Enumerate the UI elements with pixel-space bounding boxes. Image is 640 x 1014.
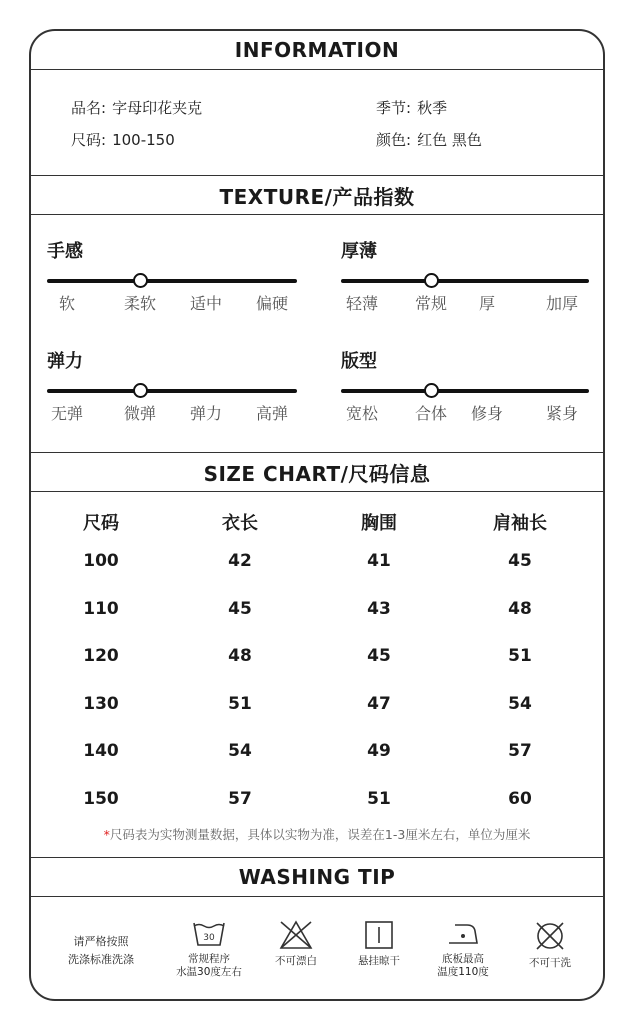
- washing-item-line2: 温度110度: [437, 966, 489, 978]
- texture-3-title: 弹力: [47, 351, 83, 372]
- size-cell: 49: [367, 741, 391, 762]
- iron-icon: [445, 919, 481, 949]
- size-header-cell: 衣长: [222, 513, 258, 534]
- size-cell: 140: [83, 741, 119, 762]
- texture-2-label: 轻薄: [345, 294, 379, 313]
- iron-icon-holder: [418, 919, 508, 949]
- size-cell: 43: [367, 598, 391, 619]
- texture-4-label: 紧身: [545, 404, 579, 423]
- wash-30-icon: [191, 919, 227, 949]
- size-cell: 100: [83, 551, 119, 571]
- product-name-row: [71, 97, 202, 118]
- texture-3-label: 微弹: [123, 404, 157, 423]
- information-header: [31, 31, 603, 70]
- washing-item-line2: 水温30度左右: [176, 966, 242, 978]
- washing-item: [164, 919, 254, 979]
- size-cell: 47: [367, 693, 391, 714]
- size-cell: 45: [508, 551, 532, 571]
- washing-item: [505, 919, 595, 970]
- size-key: 尺码:: [71, 131, 107, 149]
- texture-4-title: 版型: [341, 351, 377, 372]
- washing-item-label: [418, 953, 508, 979]
- texture-1-knob: [133, 273, 148, 288]
- washing-intro: [61, 933, 141, 969]
- size-note: [31, 825, 603, 843]
- size-cell: 48: [508, 598, 532, 619]
- note-star: *: [103, 827, 110, 842]
- wash-30-icon-holder: [164, 919, 254, 949]
- info-card: [29, 29, 605, 1001]
- size-chart-title: SIZE CHART/尺码信息: [203, 461, 431, 486]
- product-name-value: 字母印花夹克: [112, 99, 203, 117]
- size-header-cell: 胸围: [361, 513, 397, 534]
- washing-intro-line1: 请严格按照: [73, 935, 129, 948]
- texture-3-label: 高弹: [255, 404, 289, 423]
- svg-text:30: 30: [203, 933, 215, 943]
- texture-1-label: 软: [58, 294, 76, 313]
- texture-4-track: [341, 389, 589, 393]
- no-bleach-icon: [278, 919, 314, 951]
- size-cell: 57: [228, 789, 252, 809]
- texture-2-track: [341, 279, 589, 283]
- season-row: [376, 97, 447, 118]
- texture-3-knob: [133, 383, 148, 398]
- texture-1-label: 偏硬: [255, 294, 289, 313]
- size-header-cell: 尺码: [83, 513, 119, 534]
- hang-dry-icon: [363, 919, 395, 951]
- washing-intro-line2: 洗涤标准洗涤: [68, 953, 134, 966]
- texture-title: TEXTURE/产品指数: [219, 184, 415, 209]
- washing-item: [334, 919, 424, 968]
- washing-header: [31, 857, 603, 897]
- size-cell: 120: [83, 646, 119, 667]
- texture-2-knob: [424, 273, 439, 288]
- color-row: [376, 129, 482, 150]
- texture-2-label: 常规: [414, 294, 448, 313]
- product-name-key: 品名:: [71, 99, 107, 117]
- washing-item-label: [164, 953, 254, 979]
- washing-item-line1: 不可干洗: [529, 957, 571, 969]
- texture-4-label: 宽松: [345, 404, 379, 423]
- texture-4-label: 合体: [414, 404, 448, 423]
- size-cell: 51: [508, 646, 532, 667]
- washing-item-label: [251, 955, 341, 968]
- texture-1-track: [47, 279, 297, 283]
- size-header-cell: 肩袖长: [493, 513, 547, 534]
- washing-item-line1: 常规程序: [188, 953, 230, 965]
- no-dry-clean-icon-holder: [505, 919, 595, 953]
- texture-3-label: 无弹: [50, 404, 84, 423]
- note-text: 尺码表为实物测量数据，具体以实物为准，误差在1-3厘米左右，单位为厘米: [109, 827, 531, 842]
- size-cell: 57: [508, 741, 532, 762]
- size-cell: 45: [367, 646, 391, 667]
- size-cell: 54: [228, 741, 252, 762]
- texture-2-label: 厚: [478, 294, 496, 313]
- washing-item-line1: 底板最高: [442, 953, 484, 965]
- texture-4-label: 修身: [470, 404, 504, 423]
- size-cell: 51: [228, 693, 252, 714]
- size-value: 100-150: [112, 131, 175, 149]
- color-key: 颜色:: [376, 131, 412, 149]
- texture-1-label: 适中: [189, 294, 223, 313]
- hang-dry-icon-holder: [334, 919, 424, 951]
- season-key: 季节:: [376, 99, 412, 117]
- season-value: 秋季: [417, 99, 448, 117]
- washing-item-label: [334, 955, 424, 968]
- size-chart-header: [31, 452, 603, 492]
- size-cell: 42: [228, 551, 252, 571]
- washing-item-line1: 不可漂白: [275, 955, 317, 967]
- size-cell: 45: [228, 598, 252, 619]
- no-dry-clean-icon: [533, 919, 567, 953]
- size-row: [71, 129, 175, 150]
- no-bleach-icon-holder: [251, 919, 341, 951]
- size-cell: 150: [83, 789, 119, 809]
- size-cell: 110: [83, 598, 119, 619]
- washing-item: [251, 919, 341, 968]
- size-cell: 130: [83, 693, 119, 714]
- size-cell: 51: [367, 789, 391, 809]
- washing-item: [418, 919, 508, 979]
- texture-2-label: 加厚: [545, 294, 579, 313]
- washing-title: WASHING TIP: [238, 865, 396, 889]
- texture-3-track: [47, 389, 297, 393]
- size-cell: 60: [508, 789, 532, 809]
- washing-item-label: [505, 957, 595, 970]
- washing-item-line1: 悬挂晾干: [358, 955, 400, 967]
- size-cell: 54: [508, 693, 532, 714]
- texture-1-label: 柔软: [123, 294, 157, 313]
- size-cell: 41: [367, 551, 391, 571]
- texture-3-label: 弹力: [189, 404, 223, 423]
- texture-4-knob: [424, 383, 439, 398]
- texture-header: [31, 175, 603, 215]
- texture-1-title: 手感: [47, 241, 83, 262]
- information-title: INFORMATION: [234, 38, 400, 62]
- color-value: 红色 黑色: [417, 131, 482, 149]
- texture-2-title: 厚薄: [341, 241, 377, 262]
- size-cell: 48: [228, 646, 252, 667]
